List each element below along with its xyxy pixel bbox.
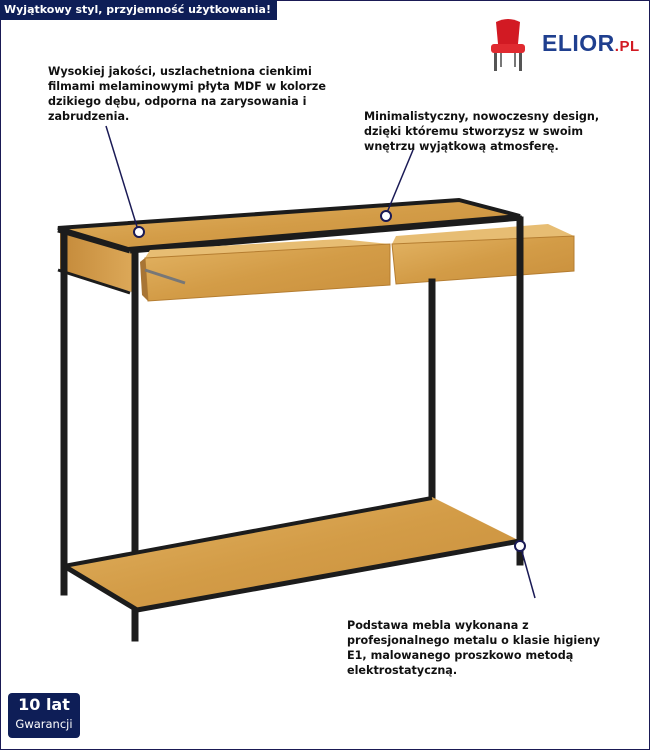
callout-base: Podstawa mebla wykonana z profesjonalnego metalu o klasie higieny E1, malowanego proszkowo metodą elektrostatyczną. xyxy=(347,619,601,677)
warranty-years: 10 lat xyxy=(18,695,70,714)
warranty-badge xyxy=(8,693,80,738)
brand-name: ELIOR.PL xyxy=(542,30,640,56)
warranty-label: Gwarancji xyxy=(15,717,73,731)
header-tagline: Wyjątkowy styl, przyjemność użytkowania! xyxy=(0,0,277,20)
drawer-right xyxy=(392,224,574,284)
callout-design: Minimalistyczny, nowoczesny design, dzięki któremu stworzysz w swoim wnętrzu wyjątkową atmosferę. xyxy=(364,110,600,153)
callout-material: Wysokiej jakości, uszlachetniona cienkimi filmami melaminowymi płyta MDF w kolorze dzikiego dębu, odporna na zarysowania i zabrudzenia. xyxy=(48,65,326,123)
